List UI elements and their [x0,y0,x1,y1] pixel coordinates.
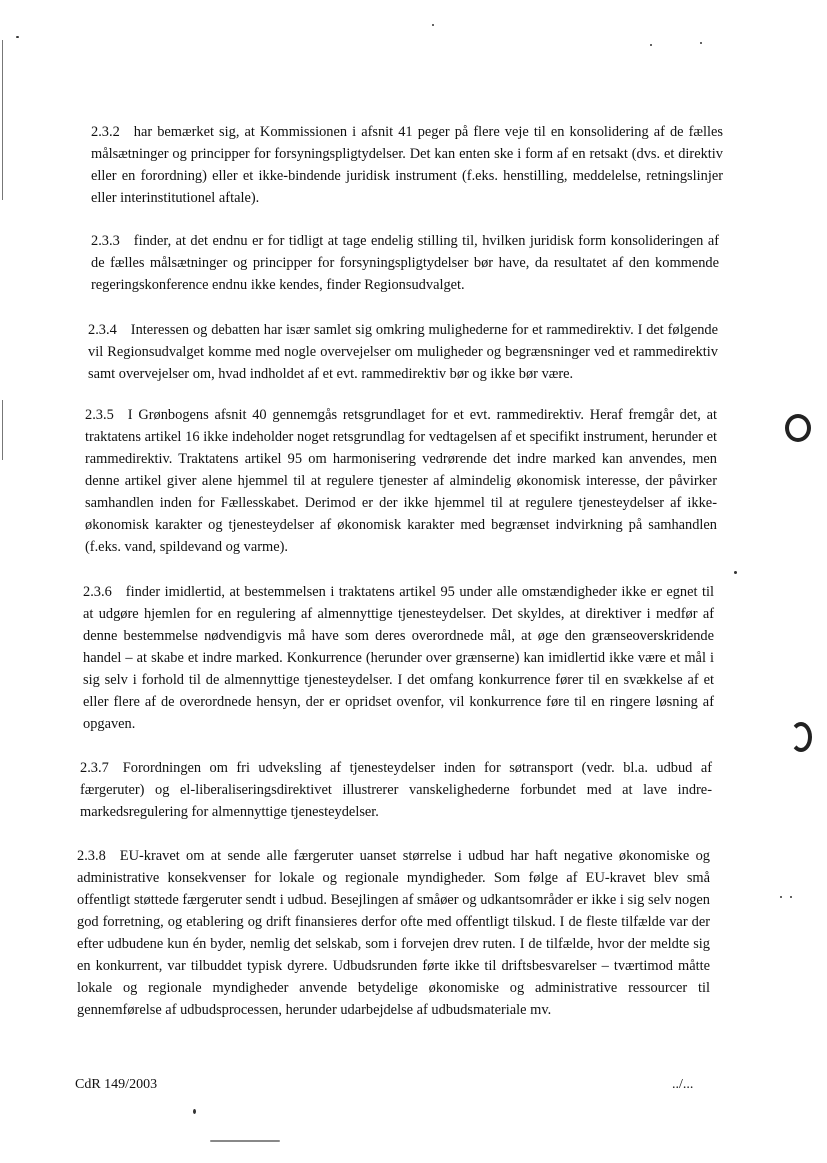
document-reference: CdR 149/2003 [75,1077,158,1092]
paragraph-2-3-8 [77,845,710,1021]
paragraph-text: finder, at det endnu er for tidligt at tage endelig stilling til, hvilken juridisk form konsolideringen af de fælles målsætninger og principper for forsyningspligtydelser bør have, da resultatet af den kommende regeringskonference endnu ikke kendes, finder Regionsudvalget. [91,233,719,293]
paragraph-text: har bemærket sig, at Kommissionen i afsnit 41 peger på flere veje til en konsolidering af de fælles målsætninger og principper for forsyningspligtydelser. Det kan enten ske i form af en retsakt (dvs. et direktiv eller en forordning) eller et ikke-bindende juridisk instrument (f.eks. henstilling, meddelelse, retningslinjer eller interinstitutionel aftale). [91,124,723,206]
punch-hole-icon [790,722,812,752]
paragraph-text: finder imidlertid, at bestemmelsen i traktatens artikel 95 under alle omstændigheder ikke er egnet til at udgøre hjemlen for en regulering af almennyttige tjenesteydelser. Det skyldes, at direktiver i medfør af denne bestemmelse nødvendigvis må have som deres overordnede mål, at øge den grænseoverskridende handel – at skabe et indre marked. Konkurrence (herunder over grænserne) kan imidlertid ikke være et mål i sig selv i forhold til de almennyttige tjenesteydelser. I det omfang konkurrence fører til en svækkelse af et eller flere af de overordnede hensyn, der er opridset ovenfor, vil konkurrence føre til en ringere løsning af opgaven. [83,584,714,732]
paragraph-number: 2.3.5 [85,407,114,423]
paragraph-number: 2.3.6 [83,584,112,600]
paragraph-number: 2.3.8 [77,848,106,864]
paragraph-number: 2.3.3 [91,233,120,249]
paragraph-text: Interessen og debatten har især samlet sig omkring mulighederne for et rammedirektiv. I det følgende vil Regionsudvalget komme med nogle overvejelser om muligheder og begrænsninger ved et rammedirektiv samt overvejelser om, hvad indholdet af et evt. rammedirektiv bør og ikke bør være. [88,322,718,382]
paragraph-number: 2.3.7 [80,760,109,776]
paragraph-2-3-5 [85,404,717,558]
paragraph-2-3-2 [91,121,723,209]
scan-speck [700,42,702,44]
scan-speck [193,1109,196,1114]
punch-hole-icon [785,414,811,442]
scan-speck [780,896,782,898]
scan-speck [432,24,434,26]
scan-speck [650,44,652,46]
paragraph-number: 2.3.4 [88,322,117,338]
paragraph-text: EU-kravet om at sende alle færgeruter uanset størrelse i udbud har haft negative økonomiske og administrative konsekvenser for lokale og regionale myndigheder. Som følge af EU-kravet blev små offentligt støttede færgeruter sendt i udbud. Besejlingen af småøer og udkantsområder er ikke i sig selv nogen god forretning, og etablering og drift finansieres derfor ofte med offentligt tilskud. I de fleste tilfælde var der efter udbudene kun én byder, nemlig det selskab, som i forvejen drev ruten. I de tilfælde, hvor der meldte sig en konkurrent, var tilbuddet typisk dyrere. Udbudsrunden førte ikke til driftsbesvarelser – tværtimod måtte lokale og regionale myndigheder anvende betydelige økonomiske og administrative ressourcer til gennemførelse af udbudsprocessen, herunder udarbejdelse af udbudsmateriale mv. [77,848,710,1018]
paragraph-number: 2.3.2 [91,124,120,140]
scan-edge-mark [2,40,3,200]
paragraph-2-3-3 [91,230,719,296]
paragraph-text: Forordningen om fri udveksling af tjenesteydelser inden for søtransport (vedr. bl.a. udbud af færgeruter) og el-liberaliseringsdirektivet illustrerer vanskelighederne forbundet med at lave indre-markedsregulering for almennyttige tjenesteydelser. [80,760,712,820]
paragraph-2-3-7 [80,757,712,823]
scan-speck [16,36,19,38]
scan-speck [734,571,737,574]
paragraph-2-3-4 [88,319,718,385]
scan-speck [210,1140,280,1142]
paragraph-2-3-6 [83,581,714,735]
scan-edge-mark [2,400,3,460]
paragraph-text: I Grønbogens afsnit 40 gennemgås retsgrundlaget for et evt. rammedirektiv. Heraf fremgår det, at traktatens artikel 16 ikke indeholder noget retsgrundlag for vedtagelsen af et specifikt instrument, herunder et rammedirektiv. Traktatens artikel 95 om harmonisering vedrørende det indre marked kan anvendes, men denne artikel giver alene hjemmel til at regulere tjenester af almindelig økonomisk interesse, der påvirker samhandlen inden for Fællesskabet. Derimod er der ikke hjemmel til at regulere tjenesteydelser af ikke-økonomisk karakter og tjenesteydelser af økonomisk karakter med begrænset indvirkning på samhandlen (f.eks. vand, spildevand og varme). [85,407,717,555]
scan-speck [790,896,792,898]
continuation-marker: ../... [672,1077,694,1092]
